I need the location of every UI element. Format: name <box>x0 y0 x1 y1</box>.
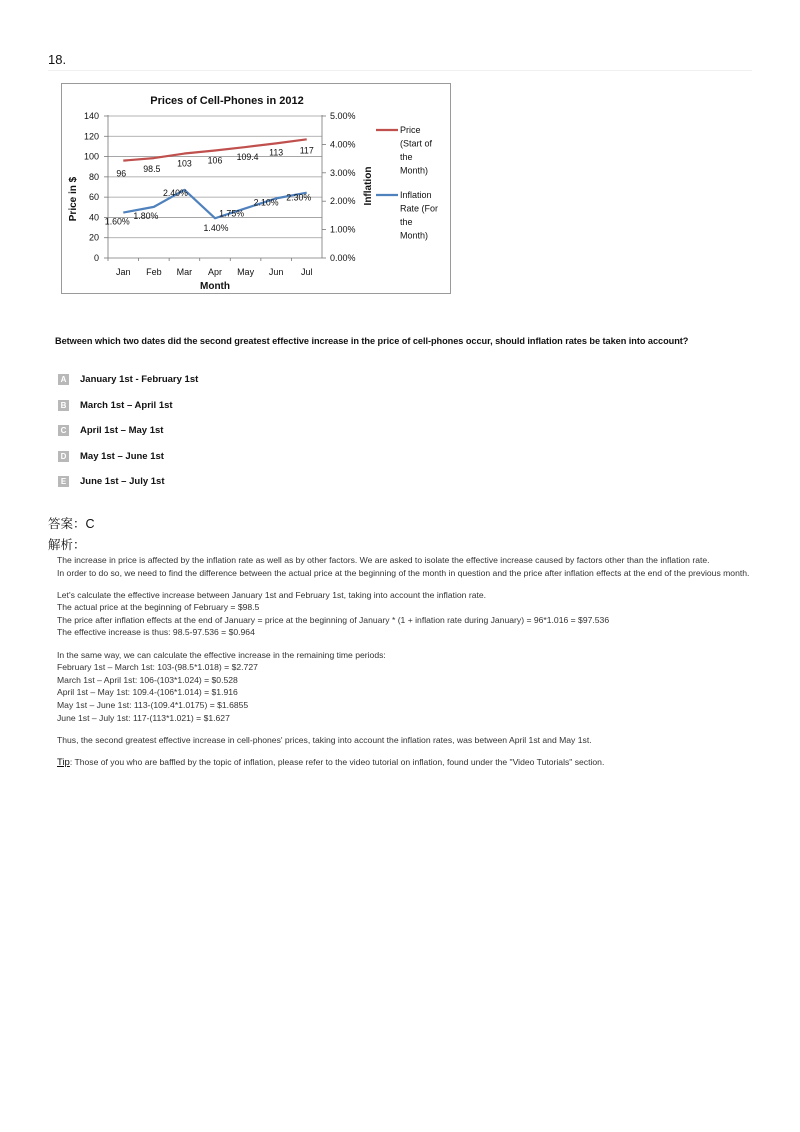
option-letter-badge: E <box>58 476 69 487</box>
option-letter-badge: C <box>58 425 69 436</box>
option-letter-badge: D <box>58 451 69 462</box>
y-tick-label: 80 <box>88 171 99 182</box>
y-axis-title: Price in $ <box>68 176 79 222</box>
y2-tick-label: 1.00% <box>330 224 356 235</box>
legend-label: Price <box>400 125 421 135</box>
y-tick-label: 0 <box>93 253 99 263</box>
analysis-paragraph <box>57 649 767 725</box>
y2-axis-title: Inflation <box>363 166 374 206</box>
y-tick-label: 20 <box>88 232 99 243</box>
inflation-data-label: 1.75% <box>219 208 245 219</box>
legend-label: Month) <box>400 230 429 241</box>
option-b[interactable] <box>58 399 198 425</box>
chart-svg <box>62 84 452 295</box>
y2-tick-label: 5.00% <box>330 111 356 121</box>
y-tick-label: 120 <box>83 131 99 142</box>
price-inflation-chart <box>61 83 451 294</box>
x-tick-label: Jun <box>268 267 284 277</box>
x-axis-title: Month <box>200 281 230 292</box>
y-tick-label: 60 <box>88 192 99 203</box>
x-tick-label: May <box>237 267 255 277</box>
price-data-label: 98.5 <box>143 164 161 175</box>
analysis-line: June 1st – July 1st: 117-(113*1.021) = $1.627 <box>57 712 230 723</box>
question-text: Between which two dates did the second greatest effective increase in the price of cell-phones occur, should inflation rates be taken into account? <box>55 336 689 346</box>
option-label: January 1st - February 1st <box>80 374 199 385</box>
option-e[interactable] <box>58 475 198 501</box>
analysis-line: In order to do so, we need to find the difference between the actual price at the beginning of the month in question and the price after inflation effects at the end of the previous month. <box>57 567 750 578</box>
inflation-data-label: 2.30% <box>286 192 312 203</box>
analysis-line: Thus, the second greatest effective increase in cell-phones' prices, taking into account the inflation rates, was between April 1st and May 1st. <box>57 734 592 745</box>
tip-label: Tip <box>57 756 70 768</box>
inflation-data-label: 1.60% <box>104 216 130 227</box>
option-a[interactable] <box>58 373 198 399</box>
analysis-line: The increase in price is affected by the inflation rate as well as by other factors. We are asked to isolate the effective increase caused by factors other than the inflation rate. <box>57 555 710 565</box>
inflation-data-label: 1.40% <box>203 223 229 234</box>
y2-tick-label: 3.00% <box>330 167 356 178</box>
answer-line: 答案：C <box>48 517 95 531</box>
option-letter-badge: A <box>58 374 69 385</box>
option-c[interactable] <box>58 424 198 450</box>
analysis-line: March 1st – April 1st: 106-(103*1.024) = $0.528 <box>57 674 238 685</box>
legend-label: Rate (For <box>400 203 439 214</box>
divider <box>48 70 752 71</box>
tip-text: : Those of you who are baffled by the topic of inflation, please refer to the video tutorial on inflation, found under the "Video Tutorials" section. <box>69 756 605 767</box>
inflation-data-label: 1.80% <box>133 210 159 221</box>
y2-tick-label: 4.00% <box>330 139 356 150</box>
y-tick-label: 140 <box>83 111 99 121</box>
analysis-line: The price after inflation effects at the end of January = price at the beginning of January * (1 + inflation rate during January) = 96*1.016 = $97.536 <box>57 614 610 625</box>
analysis-line: Let's calculate the effective increase between January 1st and February 1st, taking into account the inflation rate. <box>57 589 487 600</box>
analysis-line: May 1st – June 1st: 113-(109.4*1.0175) = $1.6855 <box>57 699 249 710</box>
y-tick-label: 100 <box>83 151 99 162</box>
y2-tick-label: 0.00% <box>330 253 356 263</box>
price-data-label: 106 <box>207 155 223 166</box>
analysis-line: February 1st – March 1st: 103-(98.5*1.018) = $2.727 <box>57 662 258 673</box>
option-label: May 1st – June 1st <box>80 450 164 462</box>
analysis-paragraph <box>57 734 767 747</box>
y2-tick-label: 2.00% <box>330 196 356 207</box>
inflation-data-label: 2.10% <box>253 197 279 208</box>
legend-label: Month) <box>400 165 429 176</box>
price-data-label: 103 <box>177 158 192 169</box>
legend-label: Inflation <box>400 190 432 200</box>
price-data-label: 117 <box>299 145 314 156</box>
option-d[interactable] <box>58 450 198 476</box>
price-data-label: 109.4 <box>236 152 259 163</box>
analysis-line: The effective increase is thus: 98.5-97.536 = $0.964 <box>57 627 255 638</box>
option-letter-badge: B <box>58 400 69 411</box>
answer-options <box>58 373 198 501</box>
analysis-line: April 1st – May 1st: 109.4-(106*1.014) = $1.916 <box>57 687 238 698</box>
price-data-label: 113 <box>269 147 284 158</box>
x-tick-label: Mar <box>176 267 193 277</box>
analysis-paragraph <box>57 589 767 639</box>
option-label: April 1st – May 1st <box>80 425 164 436</box>
option-label: March 1st – April 1st <box>80 399 173 411</box>
x-tick-label: Jul <box>300 267 313 277</box>
x-tick-label: Apr <box>207 267 223 277</box>
analysis-paragraph <box>57 554 767 579</box>
legend-label: the <box>400 152 413 162</box>
analysis-line: In the same way, we can calculate the effective increase in the remaining time periods: <box>57 649 386 660</box>
tip-paragraph <box>57 756 767 770</box>
y-tick-label: 40 <box>88 212 99 223</box>
analysis-body <box>57 554 767 779</box>
question-number: 18. <box>48 52 67 67</box>
chart-title: Prices of Cell-Phones in 2012 <box>150 95 304 107</box>
analysis-heading: 解析： <box>48 538 86 552</box>
legend-label: the <box>400 217 413 227</box>
price-data-label: 96 <box>116 168 127 179</box>
x-tick-label: Jan <box>116 267 131 277</box>
x-tick-label: Feb <box>146 267 162 277</box>
option-label: June 1st – July 1st <box>80 476 165 487</box>
analysis-line: The actual price at the beginning of February = $98.5 <box>57 602 260 613</box>
inflation-data-label: 2.40% <box>162 187 188 198</box>
legend-label: (Start of <box>400 138 433 149</box>
